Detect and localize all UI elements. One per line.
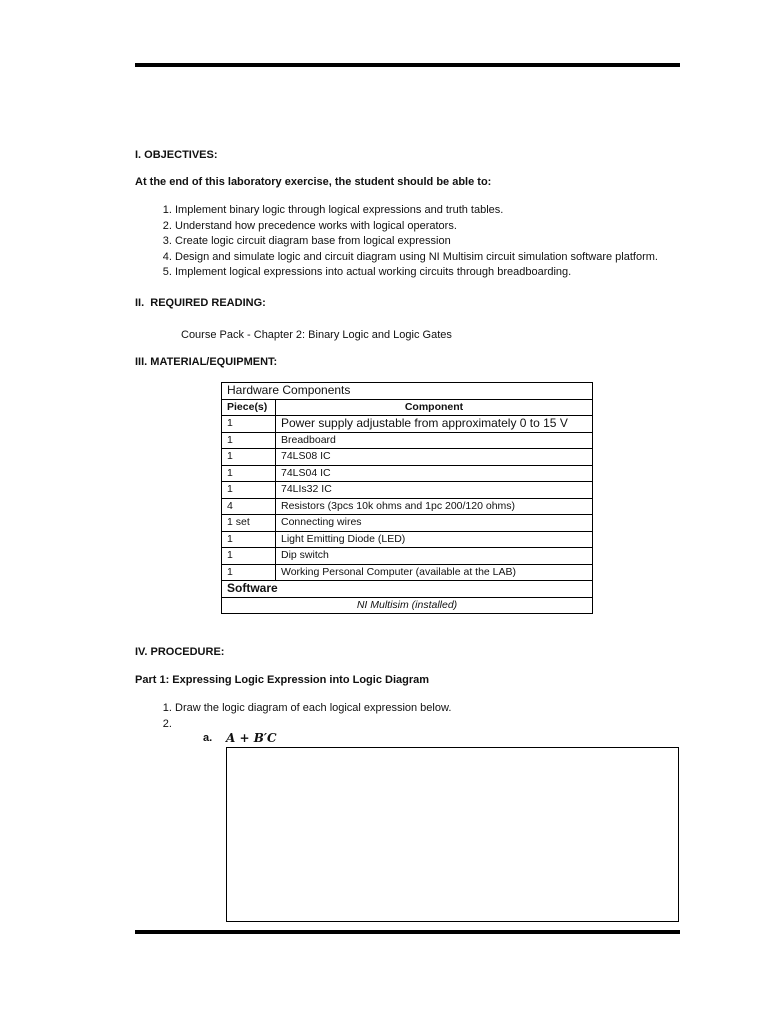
table-row (222, 432, 593, 449)
col-pieces-header: Piece(s) (222, 399, 276, 416)
row-item: Breadboard (276, 432, 593, 449)
objectives-intro: At the end of this laboratory exercise, the student should be able to: (135, 176, 492, 188)
row-qty: 1 (222, 449, 276, 466)
row-qty: 1 (222, 432, 276, 449)
table-row (222, 482, 593, 499)
table-row (222, 449, 593, 466)
table-row (222, 416, 593, 433)
table-row (222, 564, 593, 581)
required-reading-heading: II. REQUIRED READING: (135, 297, 266, 309)
table-row (222, 465, 593, 482)
row-qty: 1 (222, 548, 276, 565)
objective-item: 5. Implement logical expressions into actual working circuits through breadboarding. (175, 265, 658, 281)
table-section-row (222, 581, 593, 598)
row-item: Dip switch (276, 548, 593, 565)
row-item: 74LS08 IC (276, 449, 593, 466)
procedure-heading: IV. PROCEDURE: (135, 646, 225, 658)
materials-heading: III. MATERIAL/EQUIPMENT: (135, 356, 278, 368)
table-row (222, 515, 593, 532)
row-qty: 1 (222, 465, 276, 482)
row-item: Light Emitting Diode (LED) (276, 531, 593, 548)
required-reading-text: Course Pack - Chapter 2: Binary Logic and Logic Gates (181, 329, 452, 341)
software-item: NI Multisim (installed) (222, 597, 593, 614)
table-row (222, 597, 593, 614)
row-item: 74LIs32 IC (276, 482, 593, 499)
objectives-heading: I. OBJECTIVES: (135, 149, 218, 161)
row-item: Resistors (3pcs 10k ohms and 1pc 200/120 ohms) (276, 498, 593, 515)
row-qty: 1 (222, 531, 276, 548)
part1-title: Part 1: Expressing Logic Expression into Logic Diagram (135, 674, 430, 686)
row-item: Connecting wires (276, 515, 593, 532)
objectives-list (155, 203, 658, 281)
row-item: 74LS04 IC (276, 465, 593, 482)
row-qty: 4 (222, 498, 276, 515)
hardware-title: Hardware Components (222, 383, 593, 400)
row-qty: 1 (222, 482, 276, 499)
header-rule (135, 63, 680, 67)
software-title: Software (222, 581, 593, 598)
objective-item: 2. Understand how precedence works with logical operators. (175, 219, 658, 235)
row-qty: 1 (222, 564, 276, 581)
objective-item: 1. Implement binary logic through logical expressions and truth tables. (175, 203, 658, 219)
objective-item: 4. Design and simulate logic and circuit diagram using NI Multisim circuit simulation software platform. (175, 250, 658, 266)
footer-rule (135, 930, 680, 934)
objective-item: 3. Create logic circuit diagram base from logical expression (175, 234, 658, 250)
row-item: Power supply adjustable from approximately 0 to 15 V (276, 416, 593, 433)
procedure-step: 1. Draw the logic diagram of each logical expression below. (175, 701, 451, 717)
row-qty: 1 (222, 416, 276, 433)
row-qty: 1 set (222, 515, 276, 532)
table-row (222, 531, 593, 548)
materials-table (221, 382, 593, 614)
diagram-answer-box[interactable] (226, 747, 679, 922)
table-row (222, 498, 593, 515)
sub-item-label: a. (203, 732, 213, 744)
procedure-steps (155, 701, 451, 732)
table-header-row (222, 399, 593, 416)
table-row (222, 548, 593, 565)
procedure-step (175, 717, 451, 733)
table-section-row (222, 383, 593, 400)
row-item: Working Personal Computer (available at the LAB) (276, 564, 593, 581)
col-component-header: Component (276, 399, 593, 416)
logic-expression: A + B′C (226, 731, 277, 745)
